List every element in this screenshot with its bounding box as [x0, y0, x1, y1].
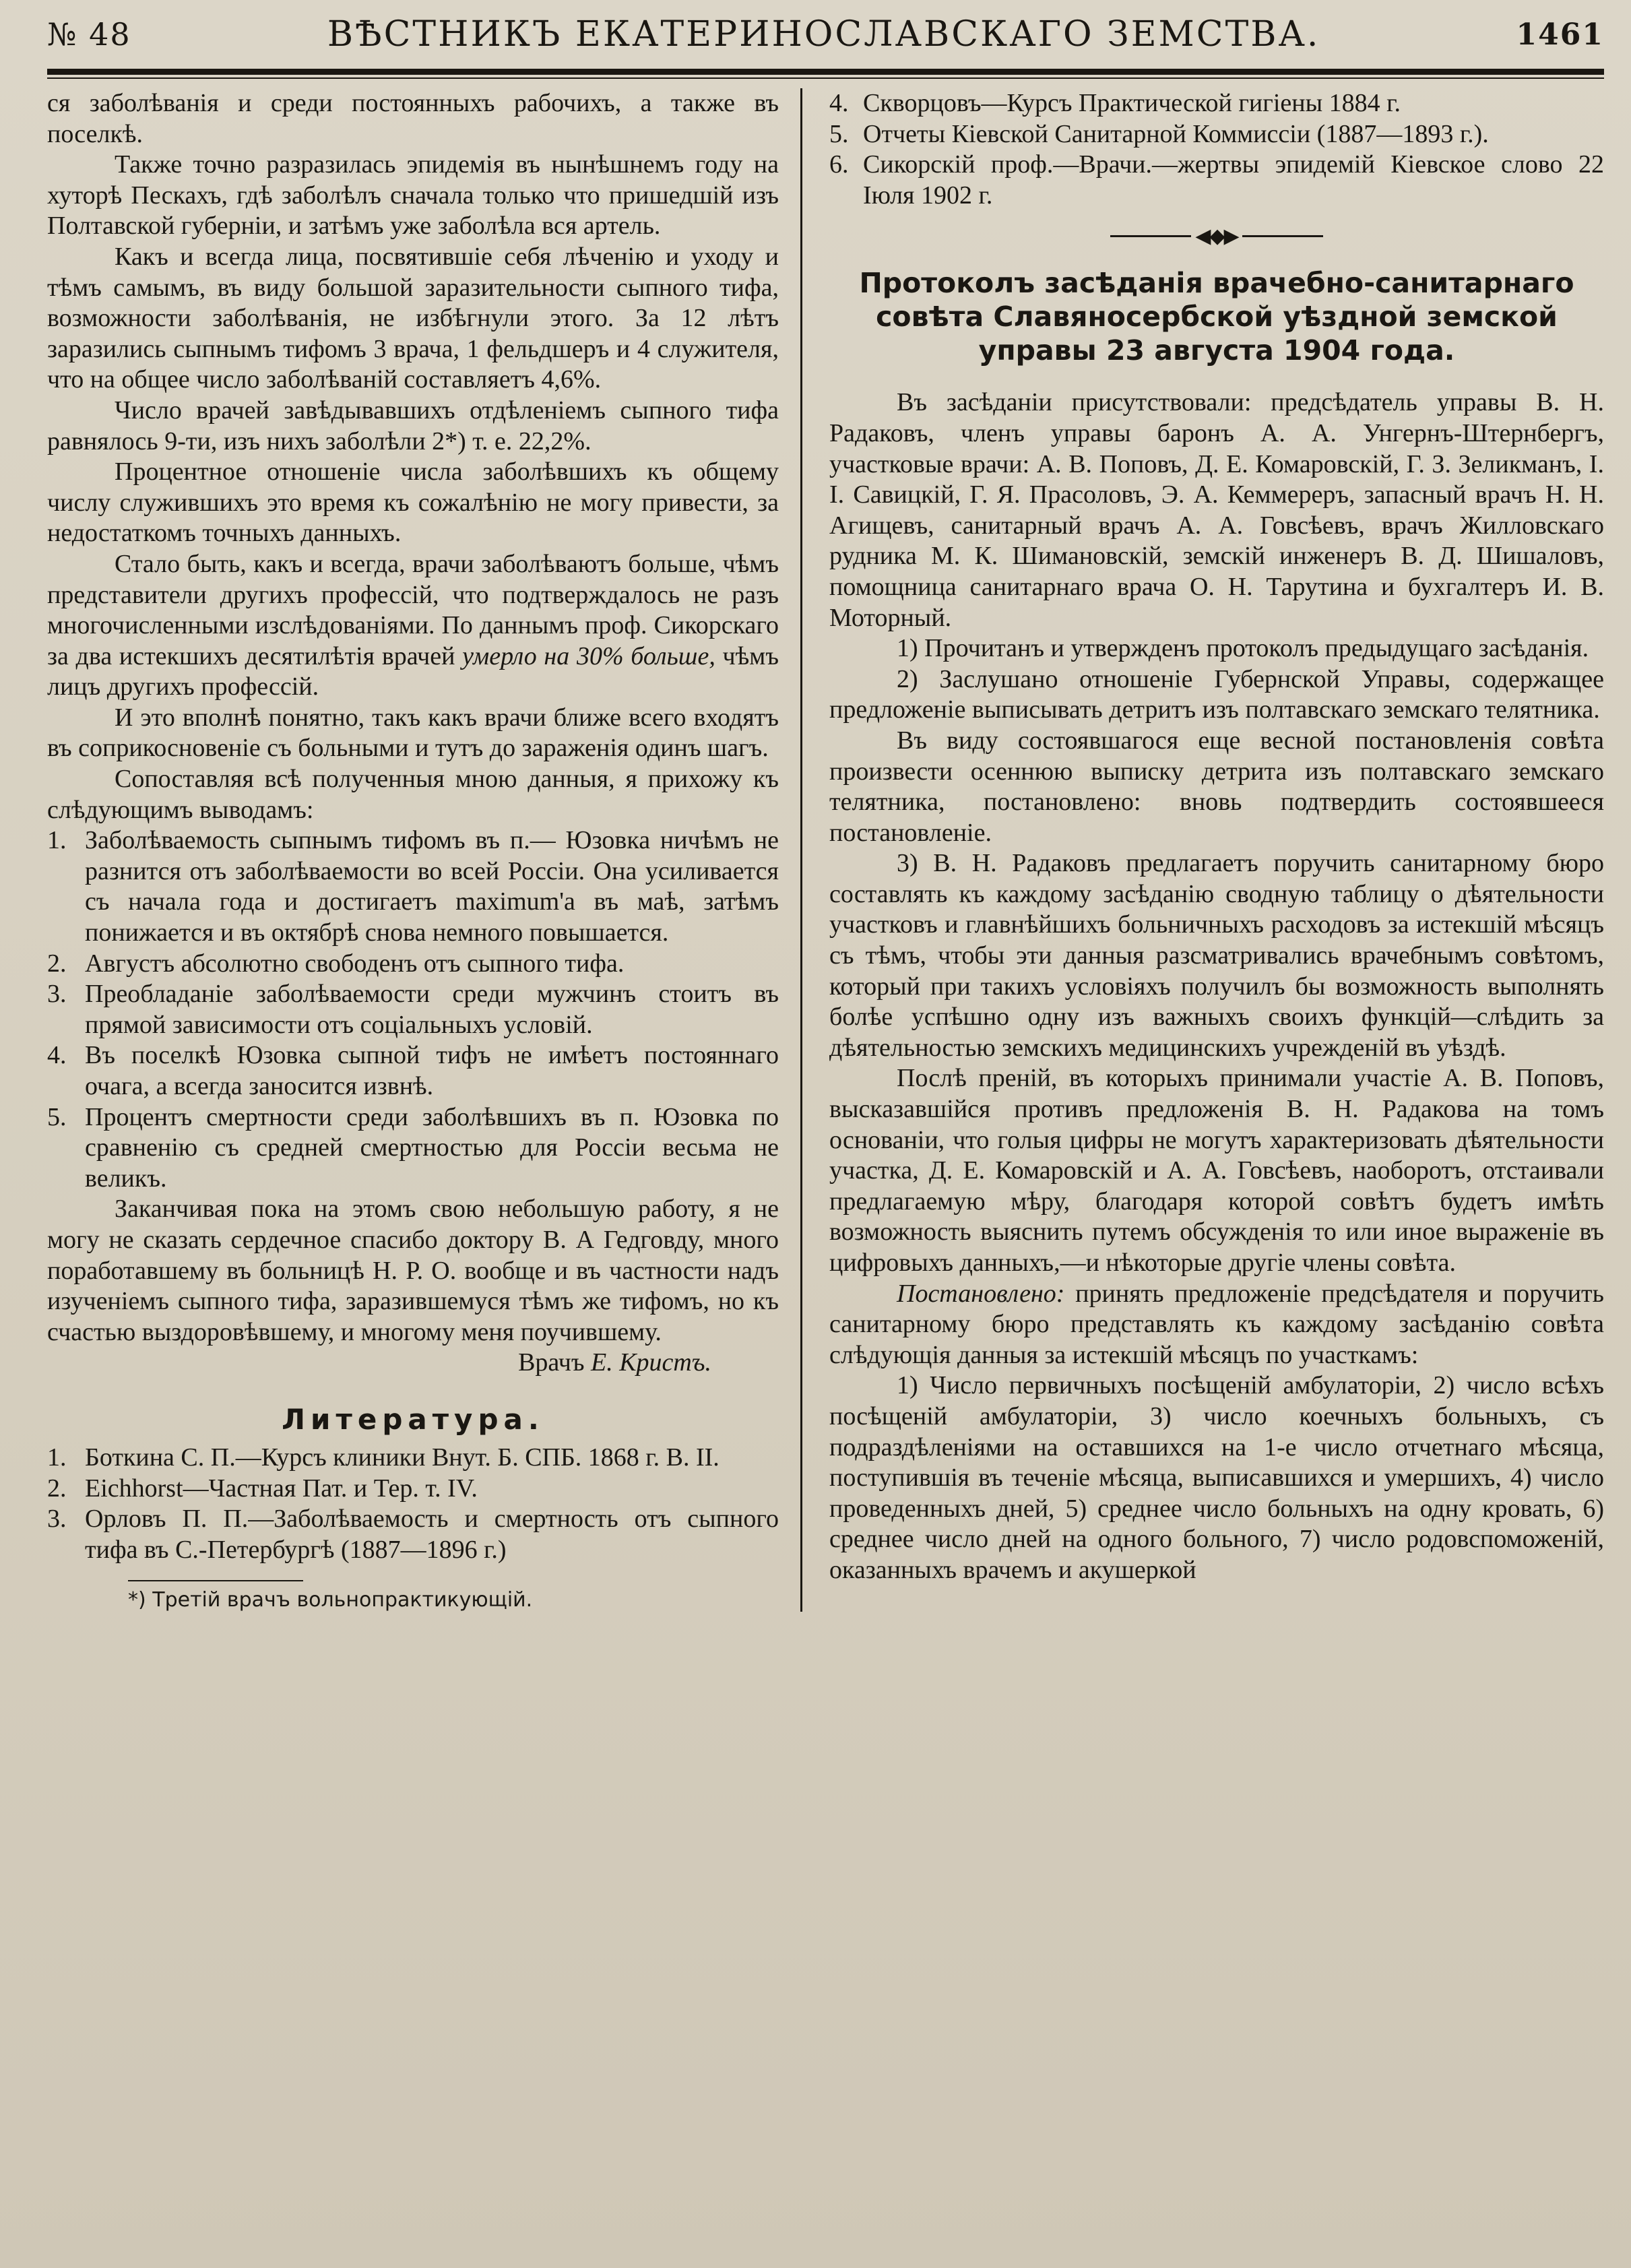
paragraph: 2) Заслушано отношеніе Губернской Управы, содержащее предложеніе выписывать детритъ изъ полтавскаго земскаго телятника.	[829, 664, 1604, 724]
list-text: Августъ абсолютно свободенъ отъ сыпного тифа.	[85, 949, 625, 978]
footnote-separator	[128, 1580, 303, 1581]
list-number: 4.	[829, 89, 849, 117]
list-number: 2.	[47, 1474, 67, 1503]
list-text: Отчеты Кіевской Санитарной Коммиссіи (1887—1893 г.).	[863, 119, 1489, 148]
text-run: чѣмъ лицъ другихъ профессій.	[47, 641, 779, 701]
left-column	[47, 88, 800, 1612]
list-text: Боткина С. П.—Курсъ клиники Внут. Б. СПБ. 1868 г. В. II.	[85, 1443, 719, 1472]
list-text: Въ поселкѣ Юзовка сыпной тифъ не имѣетъ постояннаго очага, а всегда заносится извнѣ.	[85, 1041, 779, 1100]
conclusions-list	[47, 825, 779, 1194]
text-run: Стало быть, какъ и всегда, врачи заболѣваютъ больше, чѣмъ представители другихъ профессій, что подтверждалось не разъ многочисленными изслѣдованіями. По даннымъ проф. Сикорскаго за два истекшихъ десятилѣтія врачей	[47, 549, 779, 670]
list-number: 3.	[47, 980, 67, 1009]
list-text: Заболѣваемость сыпнымъ тифомъ въ п.— Юзовка ничѣмъ не разнится отъ заболѣваемости во всей Россіи. Она усиливается съ начала года и достигаетъ maximum'а въ маѣ, затѣмъ понижается и въ октябрѣ снова немного повышается.	[85, 826, 779, 947]
list-item	[47, 979, 779, 1040]
paragraph: Въ виду состоявшагося еще весной постановленія совѣта произвести осеннюю выписку детрита изъ полтавскаго земскаго телятника, постановлено: вновь подтвердить состоявшееся постановленіе.	[829, 726, 1604, 847]
masthead-rule-thick	[47, 69, 1604, 75]
list-item	[829, 88, 1604, 119]
list-item	[47, 1040, 779, 1102]
paragraph: 3) В. Н. Радаковъ предлагаетъ поручить санитарному бюро составлять къ каждому засѣданію сводную таблицу о дѣятельности участковъ и главнѣйшихъ больничныхъ расходовъ за истекшій мѣсяцъ съ тѣмъ, чтобы эти данныя разсматривались врачебнымъ совѣтомъ, который при такихъ условіяхъ получилъ бы возможность выполнять болѣе успѣшно одну изъ важныхъ своихъ функцій—слѣдить за дѣятельностью земскихъ медицинскихъ учрежденій въ уѣздѣ.	[829, 849, 1604, 1062]
paragraph: Число врачей завѣдывавшихъ отдѣленіемъ сыпного тифа равнялось 9-ти, изъ нихъ заболѣли 2*) т. е. 22,2%.	[47, 396, 779, 455]
signature	[47, 1348, 779, 1379]
text-run: принять предложеніе предсѣдателя и поручить санитарному бюро представлять къ каждому засѣданію совѣта слѣдующія данныя за истекшій мѣсяцъ по участкамъ:	[829, 1279, 1604, 1369]
masthead	[47, 0, 1604, 65]
list-item	[47, 825, 779, 948]
signature-name: Е. Кристъ.	[591, 1348, 711, 1377]
list-number: 6.	[829, 150, 849, 179]
list-number: 1.	[47, 1443, 67, 1472]
list-number: 2.	[47, 949, 67, 978]
italic-text-run: умерло на 30% больше,	[462, 641, 715, 670]
paragraph: Сопоставляя всѣ полученныя мною данныя, я прихожу къ слѣдующимъ выводамъ:	[47, 765, 779, 824]
ornament-diamond-icon: ◀◆▶	[1195, 224, 1238, 247]
ornament-divider	[829, 226, 1604, 246]
list-text: Скворцовъ—Курсъ Практической гигіены 1884 г.	[863, 89, 1401, 117]
list-text: Орловъ П. П.—Заболѣваемость и смертность отъ сыпного тифа въ С.-Петербургѣ (1887—1896 г.)	[85, 1505, 779, 1564]
footnote: *) Третій врачъ вольнопрактикующій.	[128, 1588, 533, 1612]
paragraph: 1) Прочитанъ и утвержденъ протоколъ предыдущаго засѣданія.	[897, 634, 1589, 663]
list-number: 5.	[829, 119, 849, 148]
list-item	[47, 1474, 779, 1505]
list-text: Процентъ смертности среди заболѣвшихъ въ п. Юзовка по сравненію съ средней смертностью для Россіи весьма не великъ.	[85, 1102, 779, 1193]
masthead-rule-thin	[47, 77, 1604, 79]
literature-list	[47, 1443, 779, 1565]
list-text: Eichhorst—Частная Пат. и Тер. т. IV.	[85, 1474, 478, 1503]
ornament-bar	[1242, 235, 1323, 237]
paragraph: Въ засѣданіи присутствовали: предсѣдатель управы В. Н. Радаковъ, членъ управы баронъ А. А. Унгернъ-Штернбергъ, участковые врачи: А. В. Поповъ, Д. Е. Комаровскій, Г. З. Зеликманъ, І. І. Савицкій, Г. Я. Прасоловъ, Э. А. Кеммереръ, запасный врачъ Н. Н. Агищевъ, санитарный врачъ А. А. Говсѣевъ, врачъ Жилловскаго рудника М. К. Шимановскій, земскій инженеръ В. Д. Шишаловъ, помощница санитарнаго врача О. Н. Тарутина и бухгалтеръ И. В. Моторный.	[829, 388, 1604, 632]
list-text: Сикорскій проф.—Врачи.—жертвы эпидемій Кіевское слово 22 Іюля 1902 г.	[863, 150, 1604, 210]
signature-prefix: Врачъ	[518, 1348, 591, 1377]
paragraph: ся заболѣванія и среди постоянныхъ рабочихъ, а также въ поселкѣ.	[47, 89, 779, 148]
paragraph: Послѣ преній, въ которыхъ принимали участіе А. В. Поповъ, высказавшійся противъ предложенія В. Н. Радакова на томъ основаніи, что голыя цифры не могутъ характеризовать дѣятельности участка, Д. Е. Комаровскій и А. А. Говсѣевъ, наоборотъ, отстаивали предлагаемую мѣру, благодаря которой совѣтъ будетъ имѣть возможность выяснить путемъ обсужденія то или иное выраженіе въ цифровыхъ данныхъ,—и нѣкоторые другіе члены совѣта.	[829, 1064, 1604, 1277]
list-text: Преобладаніе заболѣваемости среди мужчинъ стоитъ въ прямой зависимости отъ соціальныхъ условій.	[85, 980, 779, 1039]
list-item	[829, 150, 1604, 211]
paragraph: 1) Число первичныхъ посѣщеній амбулаторіи, 2) число всѣхъ посѣщеній амбулаторіи, 3) число коечныхъ больныхъ, съ подраздѣленіями на оставшихся на 1-е число отчетнаго мѣсяца, поступившія въ теченіе мѣсяца, выписавшихся и умершихъ, 4) число проведенныхъ дней, 5) среднее число больныхъ на одну кровать, 6) среднее число дней на одного больного, 7) число родовспоможеній, оказанныхъ врачемъ и акушеркой	[829, 1371, 1604, 1584]
two-column-body	[47, 88, 1604, 1612]
issue-number: № 48	[47, 16, 131, 53]
list-item	[47, 1504, 779, 1565]
list-number: 5.	[47, 1102, 67, 1131]
paragraph	[829, 1279, 1604, 1371]
italic-text-run: Постановлено:	[897, 1279, 1065, 1308]
right-column	[802, 88, 1604, 1612]
literature-list-continued	[829, 88, 1604, 211]
list-item	[47, 949, 779, 980]
paragraph: Процентное отношеніе числа заболѣвшихъ къ общему числу служившихъ это время къ сожалѣнію не могу привести, за недостаткомъ точныхъ данныхъ.	[47, 458, 779, 548]
ornament-bar	[1110, 235, 1191, 237]
protocol-title: Протоколъ засѣданія врачебно-санитарнаго совѣта Славяносербской уѣздной земской управы 23 августа 1904 года.	[859, 267, 1574, 367]
list-item	[47, 1102, 779, 1195]
paragraph: Какъ и всегда лица, посвятившіе себя лѣченію и уходу и тѣмъ самымъ, въ виду большой заразительности сыпного тифа, возможности заболѣванія, не избѣгнули этого. За 12 лѣтъ заразились сыпнымъ тифомъ 3 врача, 1 фельдшеръ и 4 служителя, что на общее число заболѣваній составляетъ 4,6%.	[47, 242, 779, 394]
paragraph: Заканчивая пока на этомъ свою небольшую работу, я не могу не сказать сердечное спасибо доктору В. А Гедговду, много поработавшему въ больницѣ Н. Р. О. вообще и въ частности надъ изученіемъ сыпного тифа, заразившемуся тѣмъ же тифомъ, но къ счастью выздоровѣвшему, и многому меня поучившему.	[47, 1195, 779, 1346]
list-item	[829, 119, 1604, 150]
paragraph: Также точно разразилась эпидемія въ нынѣшнемъ году на хуторѣ Пескахъ, гдѣ заболѣлъ сначала только что пришедшій изъ Полтавской губерніи, и затѣмъ уже заболѣла вся артель.	[47, 150, 779, 241]
list-number: 3.	[47, 1505, 67, 1534]
journal-title: ВѢСТНИКЪ ЕКАТЕРИНОСЛАВСКАГО ЗЕМСТВА.	[327, 14, 1320, 55]
list-number: 1.	[47, 826, 67, 855]
list-item	[47, 1443, 779, 1474]
literature-heading: Литература.	[282, 1402, 544, 1436]
list-number: 4.	[47, 1041, 67, 1070]
paragraph	[47, 549, 779, 703]
paragraph: И это вполнѣ понятно, такъ какъ врачи ближе всего входятъ въ соприкосновеніе съ больными и тутъ до зараженія одинъ шагъ.	[47, 703, 779, 763]
page-number: 1461	[1516, 17, 1604, 52]
